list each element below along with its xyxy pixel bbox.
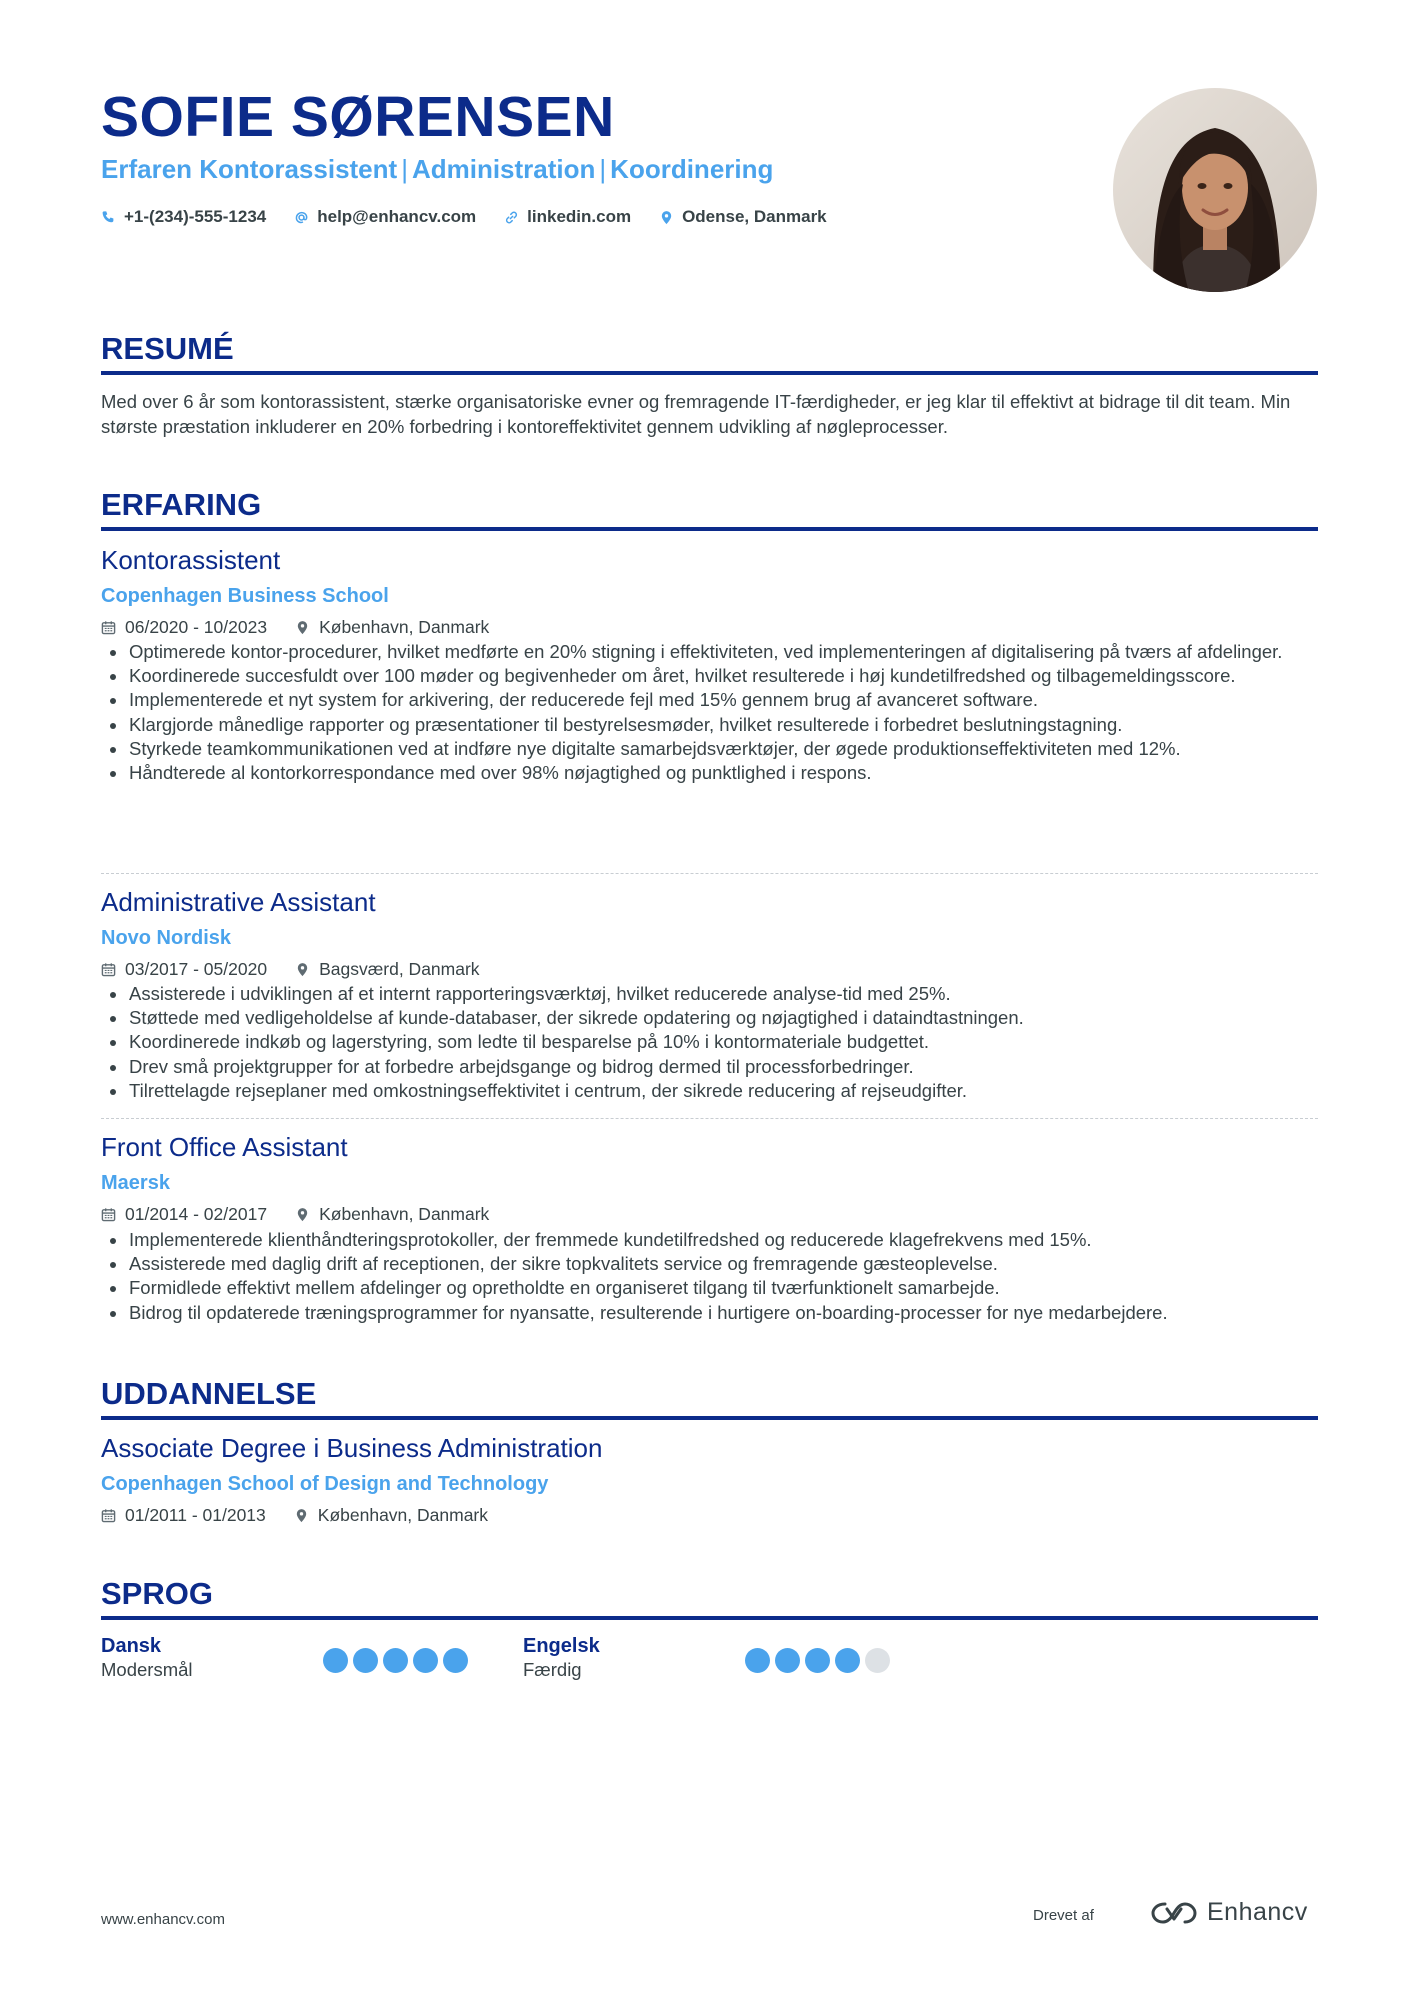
headline-separator: | (401, 154, 408, 184)
section-title-summary: RESUMÉ (101, 331, 234, 366)
calendar-icon (101, 962, 116, 977)
location-pin-icon (294, 1508, 309, 1523)
achievement-item: Formidlede effektivt mellem afdelinger og opretholdte en organiseret tilgang til tværfunktionelt samarbejde. (101, 1276, 1318, 1300)
contact-linkedin[interactable] (504, 206, 631, 228)
calendar-icon (101, 620, 116, 635)
location-pin-icon (295, 620, 310, 635)
rating-dot-empty (865, 1648, 890, 1673)
job-achievements (101, 982, 1318, 1103)
section-title-experience: ERFARING (101, 487, 262, 522)
calendar-icon (101, 1508, 116, 1523)
candidate-name: SOFIE SØRENSEN (101, 85, 615, 149)
at-sign-icon (294, 210, 309, 225)
job-meta (101, 616, 489, 638)
phone-text: +1-(234)-555-1234 (124, 207, 267, 226)
section-title-languages: SPROG (101, 1576, 213, 1611)
job-location (295, 1203, 489, 1225)
location-pin-icon (659, 210, 674, 225)
education-dates (101, 1504, 266, 1526)
education-location (294, 1504, 488, 1526)
brand-logo[interactable] (1151, 1898, 1308, 1927)
contact-location (659, 206, 827, 228)
language-level: Færdig (523, 1659, 582, 1680)
education-meta (101, 1504, 488, 1526)
achievement-item: Støttede med vedligeholdelse af kunde-databaser, der sikrede opdatering og nøjagtighed i dataindtastningen. (101, 1006, 1318, 1030)
profile-photo (1113, 88, 1317, 292)
headline-role: Erfaren Kontorassistent (101, 154, 398, 184)
rating-dot-filled (323, 1648, 348, 1673)
degree-title: Associate Degree i Business Administration (101, 1433, 603, 1463)
achievement-item: Implementerede et nyt system for arkivering, der reducerede fejl med 15% gennem brug af avanceret software. (101, 688, 1318, 712)
job-location-text: København, Danmark (319, 617, 490, 637)
calendar-icon (101, 1207, 116, 1222)
headline-separator: | (599, 154, 607, 184)
job-meta (101, 958, 480, 980)
rating-dot-filled (443, 1648, 468, 1673)
achievement-item: Styrkede teamkommunikationen ved at indføre nye digitalte samarbejdsværktøjer, der øgede produktionseffektiviteten med 12%. (101, 737, 1318, 761)
job-dates-text: 06/2020 - 10/2023 (125, 617, 268, 637)
section-title-education: UDDANNELSE (101, 1376, 317, 1411)
location-pin-icon (295, 1207, 310, 1222)
language-rating (323, 1648, 468, 1673)
school-name: Copenhagen School of Design and Technology (101, 1473, 549, 1495)
job-dates (101, 1203, 267, 1225)
job-dates (101, 616, 267, 638)
company-name: Copenhagen Business School (101, 585, 389, 607)
summary-text: Med over 6 år som kontorassistent, stærke organisatoriske evner og fremragende IT-færdigheder, er jeg klar til effektivt at bidrage til dit team. Min største præstation inkluderer en 20% forbedring i kontoreffektivitet gennem udvikling af nøgleprocesser. (101, 391, 1291, 437)
achievement-item: Implementerede klienthåndteringsprotokoller, der fremmede kundetilfredshed og reducerede klagefrekvens med 15%. (101, 1228, 1318, 1252)
job-dates-text: 01/2014 - 02/2017 (125, 1204, 268, 1224)
phone-icon (101, 210, 116, 225)
link-icon (504, 210, 519, 225)
section-divider (101, 371, 1318, 375)
achievement-item: Håndterede al kontorkorrespondance med over 98% nøjagtighed og punktlighed i respons. (101, 761, 1318, 785)
entry-divider (101, 873, 1318, 874)
headline-skill: Koordinering (610, 154, 774, 184)
language-name: Dansk (101, 1635, 162, 1657)
section-divider (101, 527, 1318, 531)
job-title: Kontorassistent (101, 545, 281, 575)
achievement-item: Tilrettelagde rejseplaner med omkostningseffektivitet i centrum, der sikrede reducering af rejseudgifter. (101, 1079, 1318, 1103)
achievement-item: Klargjorde månedlige rapporter og præsentationer til bestyrelsesmøder, hvilket resulterede i forbedret beslutningstagning. (101, 713, 1318, 737)
rating-dot-filled (413, 1648, 438, 1673)
achievement-item: Assisterede i udviklingen af et internt rapporteringsværktøj, hvilket reducerede analyse-tid med 25%. (101, 982, 1318, 1006)
rating-dot-filled (353, 1648, 378, 1673)
job-title: Administrative Assistant (101, 887, 376, 917)
job-title: Front Office Assistant (101, 1132, 348, 1162)
language-level: Modersmål (101, 1659, 193, 1680)
achievement-item: Koordinerede succesfuldt over 100 møder og begivenheder om året, hvilket resulterede i høj kundetilfredshed og tilbagemeldingsscore. (101, 664, 1318, 688)
rating-dot-filled (383, 1648, 408, 1673)
section-divider (101, 1616, 1318, 1620)
job-location-text: Bagsværd, Danmark (319, 959, 480, 979)
rating-dot-filled (835, 1648, 860, 1673)
job-location (295, 616, 489, 638)
headline-skill: Administration (411, 154, 596, 184)
footer-powered-by: Drevet af (1033, 1907, 1094, 1924)
achievement-item: Optimerede kontor-procedurer, hvilket medførte en 20% stigning i effektiviteten, ved implementeringen af digitalisering på tværs af afdelinger. (101, 640, 1318, 664)
company-name: Novo Nordisk (101, 927, 232, 949)
language-name: Engelsk (523, 1635, 600, 1657)
enhancv-logo-icon (1151, 1900, 1197, 1926)
achievement-item: Drev små projektgrupper for at forbedre arbejdsgange og bidrog dermed til processforbedringer. (101, 1055, 1318, 1079)
achievement-item: Bidrog til opdaterede træningsprogrammer for nyansatte, resulterende i hurtigere on-boarding-processer for nye medarbejdere. (101, 1301, 1318, 1325)
contact-email[interactable] (294, 206, 476, 228)
job-meta (101, 1203, 489, 1225)
email-text: help@enhancv.com (317, 207, 477, 226)
portrait-image (1113, 88, 1317, 292)
entry-divider (101, 1118, 1318, 1119)
rating-dot-filled (775, 1648, 800, 1673)
language-rating (745, 1648, 890, 1673)
location-text: Odense, Danmark (682, 207, 827, 226)
footer-website[interactable]: www.enhancv.com (101, 1911, 225, 1928)
job-dates (101, 958, 267, 980)
rating-dot-filled (745, 1648, 770, 1673)
job-location-text: København, Danmark (319, 1204, 490, 1224)
job-achievements (101, 1228, 1318, 1325)
headline (101, 152, 773, 186)
achievement-item: Koordinerede indkøb og lagerstyring, som ledte til besparelse på 10% i kontormateriale budgettet. (101, 1030, 1318, 1054)
job-location (295, 958, 479, 980)
section-divider (101, 1416, 1318, 1420)
education-location-text: København, Danmark (317, 1505, 489, 1525)
rating-dot-filled (805, 1648, 830, 1673)
achievement-item: Assisterede med daglig drift af receptionen, der sikre topkvalitets service og fremragende gæsteoplevelse. (101, 1252, 1318, 1276)
brand-name: Enhancv (1207, 1898, 1308, 1926)
contact-phone[interactable] (101, 206, 266, 228)
company-name: Maersk (101, 1172, 170, 1194)
job-achievements (101, 640, 1318, 785)
location-pin-icon (295, 962, 310, 977)
education-dates-text: 01/2011 - 01/2013 (125, 1505, 266, 1525)
contact-bar (101, 206, 827, 228)
linkedin-text: linkedin.com (527, 207, 632, 226)
job-dates-text: 03/2017 - 05/2020 (125, 959, 268, 979)
